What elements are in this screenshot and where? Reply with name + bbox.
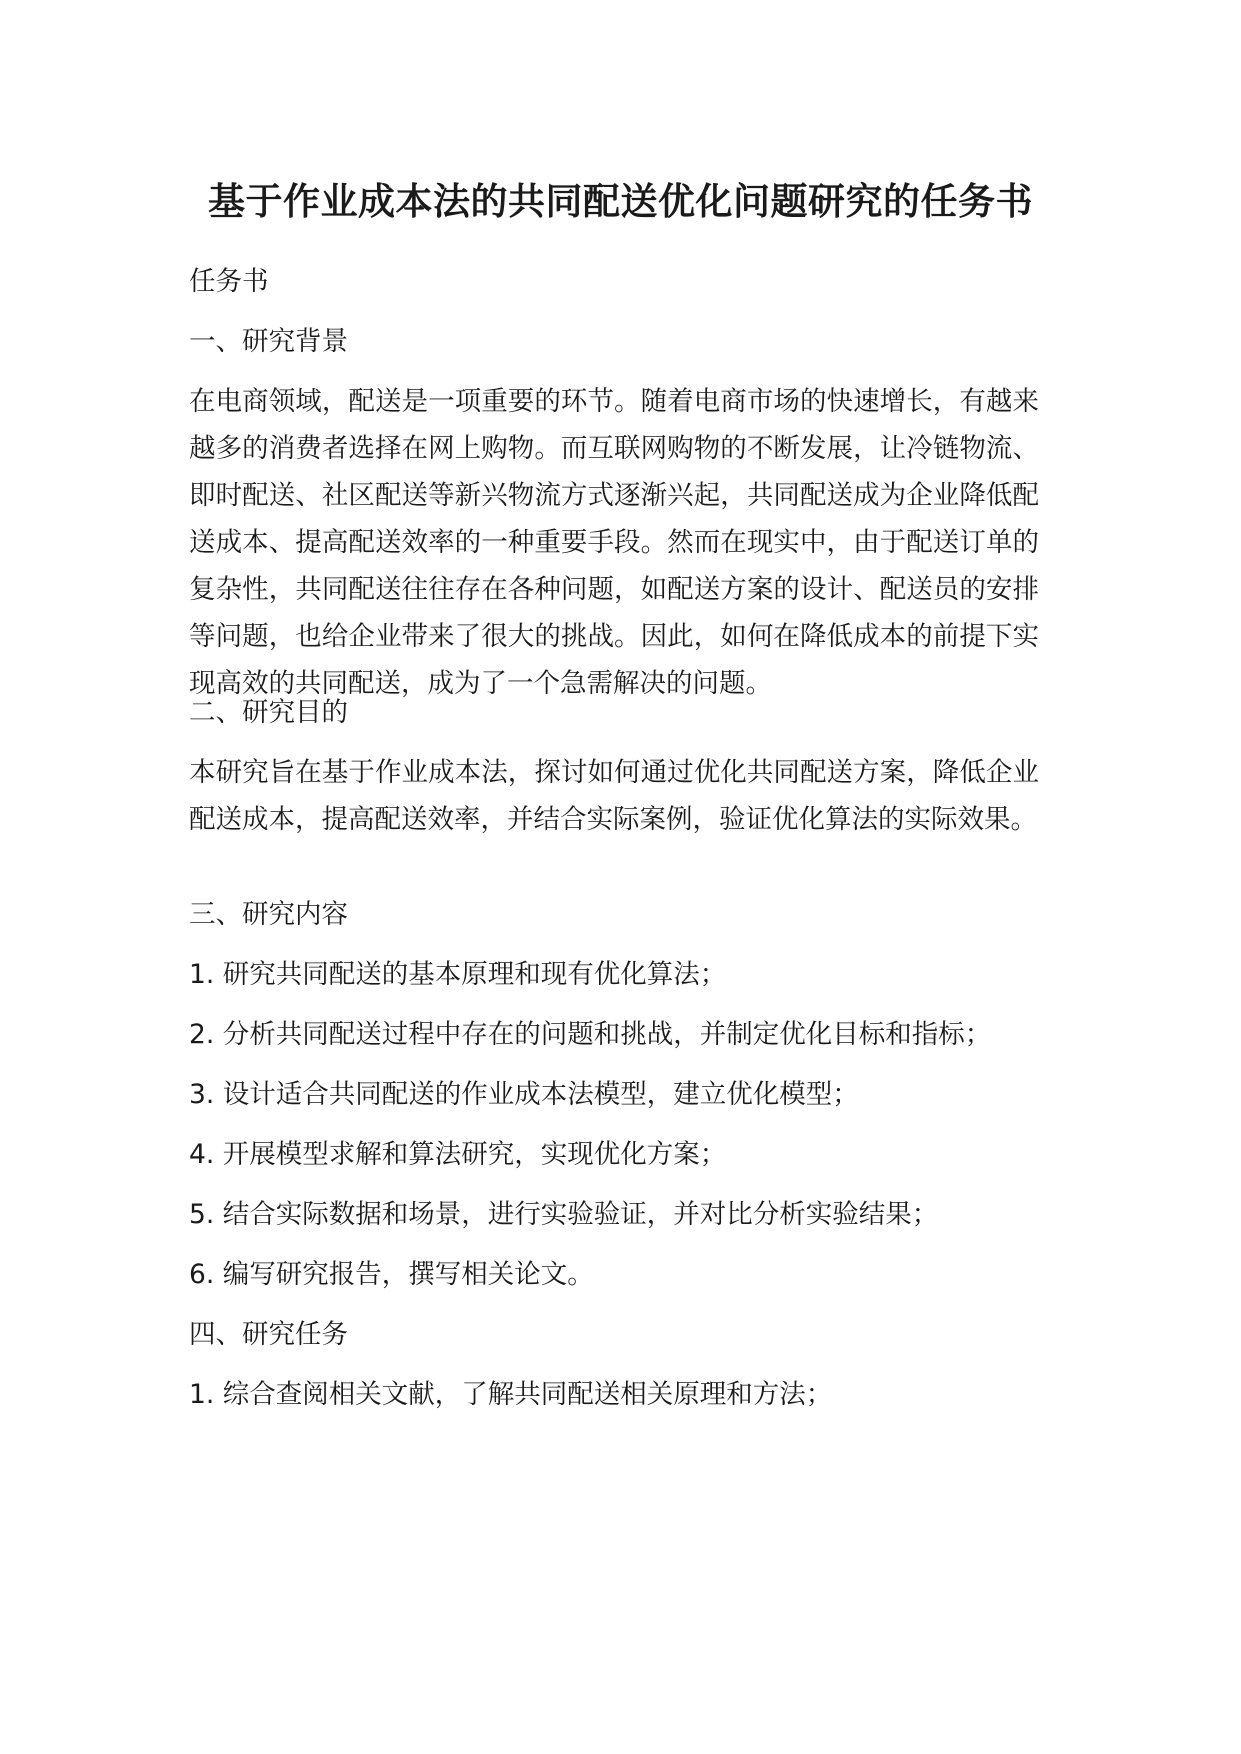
section-heading-background: 一、研究背景: [189, 326, 348, 357]
section-heading-tasks: 四、研究任务: [189, 1319, 348, 1350]
list-item: 1. 研究共同配送的基本原理和现有优化算法；: [189, 959, 727, 990]
list-item: 4. 开展模型求解和算法研究，实现优化方案；: [189, 1139, 727, 1170]
document-title: 基于作业成本法的共同配送优化问题研究的任务书: [208, 180, 1033, 223]
list-item: 2. 分析共同配送过程中存在的问题和挑战，并制定优化目标和指标；: [189, 1019, 992, 1050]
list-item: 1. 综合查阅相关文献，了解共同配送相关原理和方法；: [189, 1379, 833, 1410]
section-heading-purpose: 二、研究目的: [189, 697, 348, 728]
paragraph-background: 在电商领域，配送是一项重要的环节。随着电商市场的快速增长，有越来越多的消费者选择在网上购物。而互联网购物的不断发展，让冷链物流、即时配送、社区配送等新兴物流方式逐渐兴起，共同配送成为企业降低配送成本、提高配送效率的一种重要手段。然而在现实中，由于配送订单的复杂性，共同配送往往存在各种问题，如配送方案的设计、配送员的安排等问题，也给企业带来了很大的挑战。因此，如何在降低成本的前提下实现高效的共同配送，成为了一个急需解决的问题。: [189, 386, 1039, 699]
list-item: 5. 结合实际数据和场景，进行实验验证，并对比分析实验结果；: [189, 1199, 939, 1230]
list-item: 6. 编写研究报告，撰写相关论文。: [189, 1259, 594, 1290]
section-heading-content: 三、研究内容: [189, 899, 348, 930]
doc-label: 任务书: [189, 266, 269, 297]
list-item: 3. 设计适合共同配送的作业成本法模型，建立优化模型；: [189, 1079, 859, 1110]
paragraph-purpose: 本研究旨在基于作业成本法，探讨如何通过优化共同配送方案，降低企业配送成本，提高配送效率，并结合实际案例，验证优化算法的实际效果。: [189, 757, 1039, 835]
